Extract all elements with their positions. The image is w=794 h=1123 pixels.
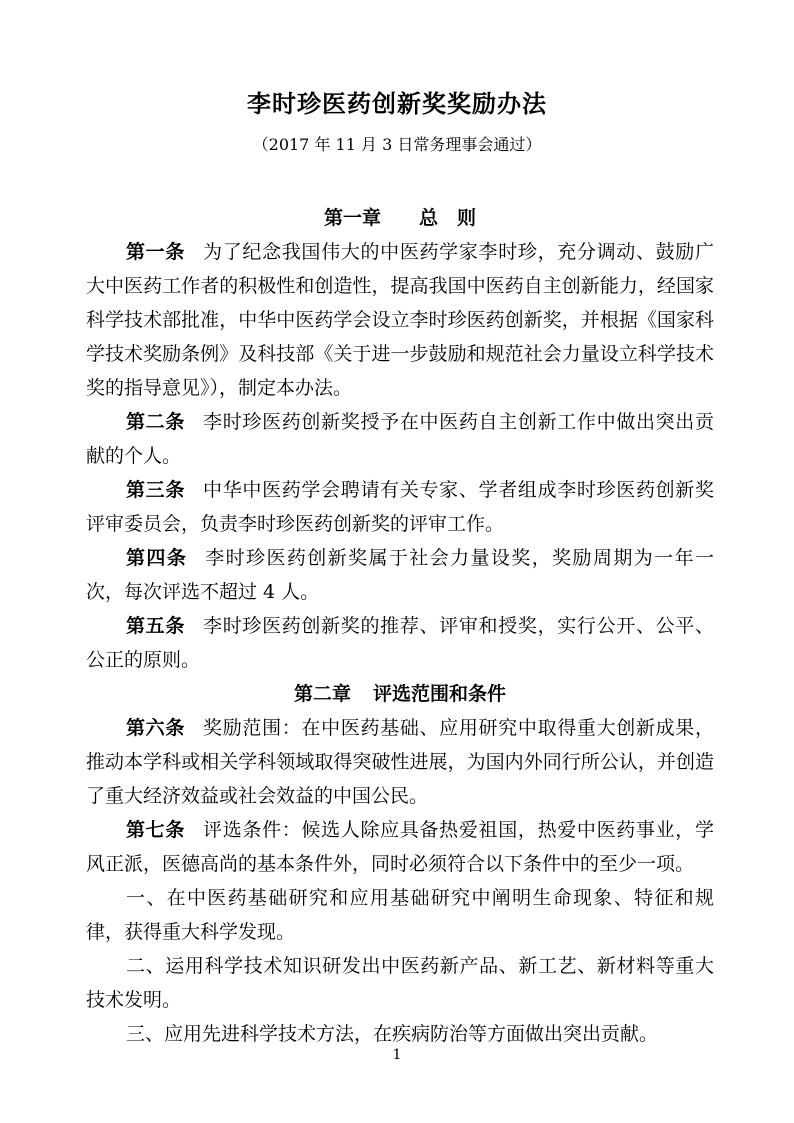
article — [86, 541, 714, 609]
article-text: 评选条件：候选人除应具备热爱祖国，热爱中医药事业，学风正派，医德高尚的基本条件外，同时必须符合以下条件中的至少一项。 — [86, 819, 714, 875]
list-item: 二、运用科学技术知识研发出中医药新产品、新工艺、新材料等重大技术发明。 — [86, 955, 714, 1011]
article — [86, 711, 714, 813]
article-label: 第一条 — [126, 241, 186, 263]
article-text: 李时珍医药创新奖属于社会力量设奖，奖励周期为一年一次，每次评选不超过 4 人。 — [86, 547, 714, 603]
chapter-name: 总 则 — [419, 207, 477, 229]
document-body — [86, 201, 714, 1051]
article-text: 李时珍医药创新奖授予在中医药自主创新工作中做出突出贡献的个人。 — [86, 411, 714, 467]
article — [86, 405, 714, 473]
article-label: 第七条 — [126, 819, 186, 841]
document-subtitle: （2017 年 11 月 3 日常务理事会通过） — [252, 135, 542, 154]
article — [86, 813, 714, 881]
chapter-label: 第一章 — [323, 207, 381, 229]
article — [86, 609, 714, 677]
article — [86, 473, 714, 541]
list-item: 一、在中医药基础研究和应用基础研究中阐明生命现象、特征和规律，获得重大科学发现。 — [86, 887, 714, 943]
chapter-heading — [86, 677, 714, 711]
article-label: 第五条 — [126, 615, 186, 637]
article-label: 第二条 — [126, 411, 186, 433]
article — [86, 235, 714, 405]
chapter-name: 评选范围和条件 — [373, 683, 507, 705]
article-text: 李时珍医药创新奖的推荐、评审和授奖，实行公开、公平、公正的原则。 — [86, 615, 714, 671]
article-text: 为了纪念我国伟大的中医药学家李时珍，充分调动、鼓励广大中医药工作者的积极性和创造性，提高我国中医药自主创新能力，经国家科学技术部批准，中华中医药学会设立李时珍医药创新奖，并根据《国家科学技术奖励条例》及科技部《关于进一步鼓励和规范社会力量设立科学技术奖的指导意见》），制定本办法。 — [86, 241, 714, 399]
page-number: 1 — [392, 1047, 402, 1063]
article-label: 第六条 — [126, 717, 186, 739]
article-label: 第三条 — [126, 479, 186, 501]
article-text: 奖励范围：在中医药基础、应用研究中取得重大创新成果，推动本学科或相关学科领域取得突破性进展，为国内外同行所公认，并创造了重大经济效益或社会效益的中国公民。 — [86, 717, 714, 807]
list-item: 三、应用先进科学技术方法，在疾病防治等方面做出突出贡献。 — [126, 1023, 659, 1045]
chapter-label: 第二章 — [293, 683, 351, 705]
article-label: 第四条 — [126, 547, 188, 569]
article-text: 中华中医药学会聘请有关专家、学者组成李时珍医药创新奖评审委员会，负责李时珍医药创新奖的评审工作。 — [86, 479, 714, 535]
document-title: 李时珍医药创新奖奖励办法 — [247, 89, 547, 118]
chapter-heading — [86, 201, 714, 235]
